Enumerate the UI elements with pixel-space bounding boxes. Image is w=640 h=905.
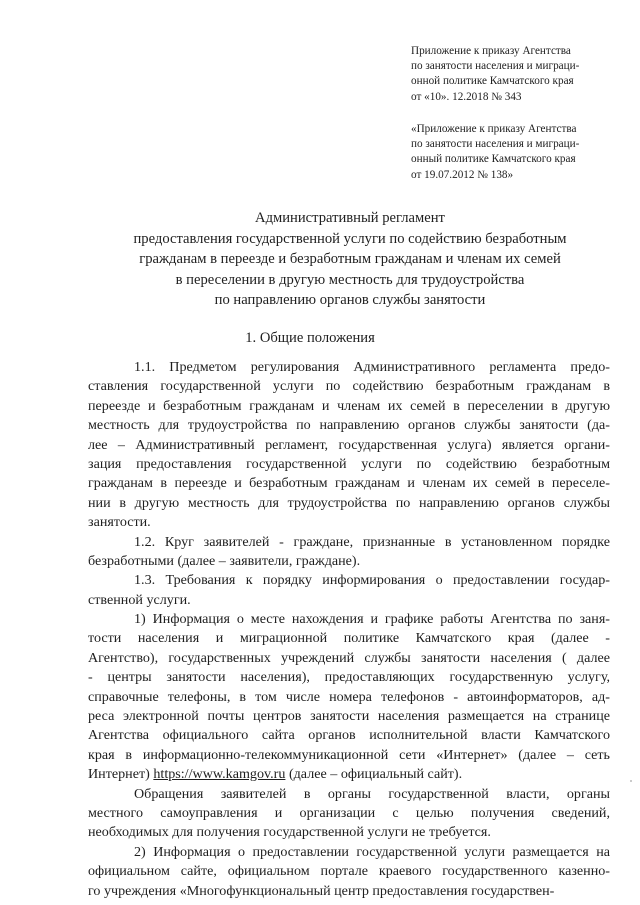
paragraph-line: гражданам в переезде и безработным гражданам и членам их семей в переселе-	[88, 475, 610, 492]
paragraph-line: реса электронной почты центров занятости населения размещается на странице	[88, 708, 610, 725]
appendix-note-current	[411, 44, 623, 105]
title-line: гражданам в переезде и безработным гражданам и членам их семей	[139, 251, 561, 267]
paragraph	[88, 610, 610, 785]
scan-artifact	[630, 780, 632, 782]
title-line: в переселении в другую местность для трудоустройства	[175, 271, 525, 288]
paragraph	[88, 358, 610, 533]
title-line: предоставления государственной услуги по содействию безработным	[133, 230, 567, 247]
appendix-note-previous	[411, 122, 623, 183]
appendix-line: онной политике Камчатского края	[411, 75, 574, 88]
paragraph	[88, 785, 610, 843]
paragraph-line: тости населения и миграционной политике Камчатского края (далее -	[88, 630, 610, 647]
paragraph-line: 1.2. Круг заявителей - граждане, признанные в установленном порядке	[134, 533, 610, 550]
paragraph-line: 1.3. Требования к порядку информирования о предоставлении государ-	[134, 572, 610, 589]
paragraph-line: переезде и безработным гражданам и членам их семей в переселении в другую	[88, 397, 610, 414]
appendix-line: по занятости населения и миграци-	[411, 138, 580, 151]
paragraph-line: официальном сайте, официальном портале краевого государственного казенно-	[88, 863, 610, 880]
appendix-line: онный политике Камчатского края	[411, 153, 576, 166]
paragraph-line: зация предоставления государственной услуги по содействию безработным	[88, 455, 610, 472]
paragraph-line: ственной услуги.	[88, 591, 191, 608]
paragraph	[88, 843, 610, 901]
title-line: по направлению органов службы занятости	[214, 292, 486, 308]
paragraph-line: 1) Информация о месте нахождения и графике работы Агентства по заня-	[134, 611, 610, 628]
paragraph-line: лее – Административный регламент, государственная услуга) является органи-	[88, 436, 610, 453]
appendix-line: по занятости населения и миграци-	[411, 60, 580, 73]
paragraph-line: местность для трудоустройства по направлению органов службы занятости (да-	[88, 417, 610, 434]
paragraph	[88, 533, 610, 572]
paragraph-line: Агентства официального сайта органов исполнительной власти Камчатского	[88, 727, 610, 744]
appendix-line: Приложение к приказу Агентства	[411, 45, 571, 57]
paragraph-line: нии в другую местность для трудоустройства по направлению органов службы	[88, 494, 610, 511]
paragraph-line: Интернет) https://www.kamgov.ru (далее – официальный сайт).	[88, 766, 463, 783]
appendix-line: «Приложение к приказу Агентства	[411, 123, 577, 135]
website-link[interactable]: https://www.kamgov.ru	[153, 766, 286, 783]
document-title	[70, 208, 630, 311]
paragraph-line: ставления государственной услуги по содействию безработным гражданам в	[88, 378, 610, 395]
paragraph-line: 2) Информация о предоставлении государственной услуги размещается на	[134, 843, 610, 860]
paragraph-line: безработными (далее – заявители, граждане).	[88, 552, 361, 569]
paragraph-line: занятости.	[88, 514, 151, 531]
paragraph-line: местного самоуправления и организации с целью получения сведений,	[88, 804, 610, 821]
section-heading: 1. Общие положения	[245, 330, 375, 346]
paragraph-line: справочные телефоны, в том числе номера телефонов - автоинформаторов, ад-	[88, 688, 610, 705]
paragraph-line: необходимых для получения государственной услуги не требуется.	[88, 824, 491, 841]
paragraph	[88, 571, 610, 610]
paragraph-line: Агентство), государственных учреждений службы занятости населения ( далее	[88, 649, 610, 666]
document-body	[88, 358, 610, 901]
paragraph-line: го учреждения «Многофункциональный центр предоставления государствен-	[88, 882, 555, 899]
paragraph-line: 1.1. Предметом регулирования Административного регламента предо-	[134, 359, 610, 375]
appendix-line: от 19.07.2012 № 138»	[411, 168, 514, 181]
paragraph-line: Обращения заявителей в органы государственной власти, органы	[134, 785, 610, 802]
title-line: Административный регламент	[255, 210, 445, 226]
paragraph-line: - центры занятости населения), предоставляющих государственную услугу,	[88, 669, 610, 686]
appendix-line: от «10». 12.2018 № 343	[411, 90, 522, 103]
paragraph-line: края в информационно-телекоммуникационной сети «Интернет» (далее – сеть	[88, 746, 610, 763]
